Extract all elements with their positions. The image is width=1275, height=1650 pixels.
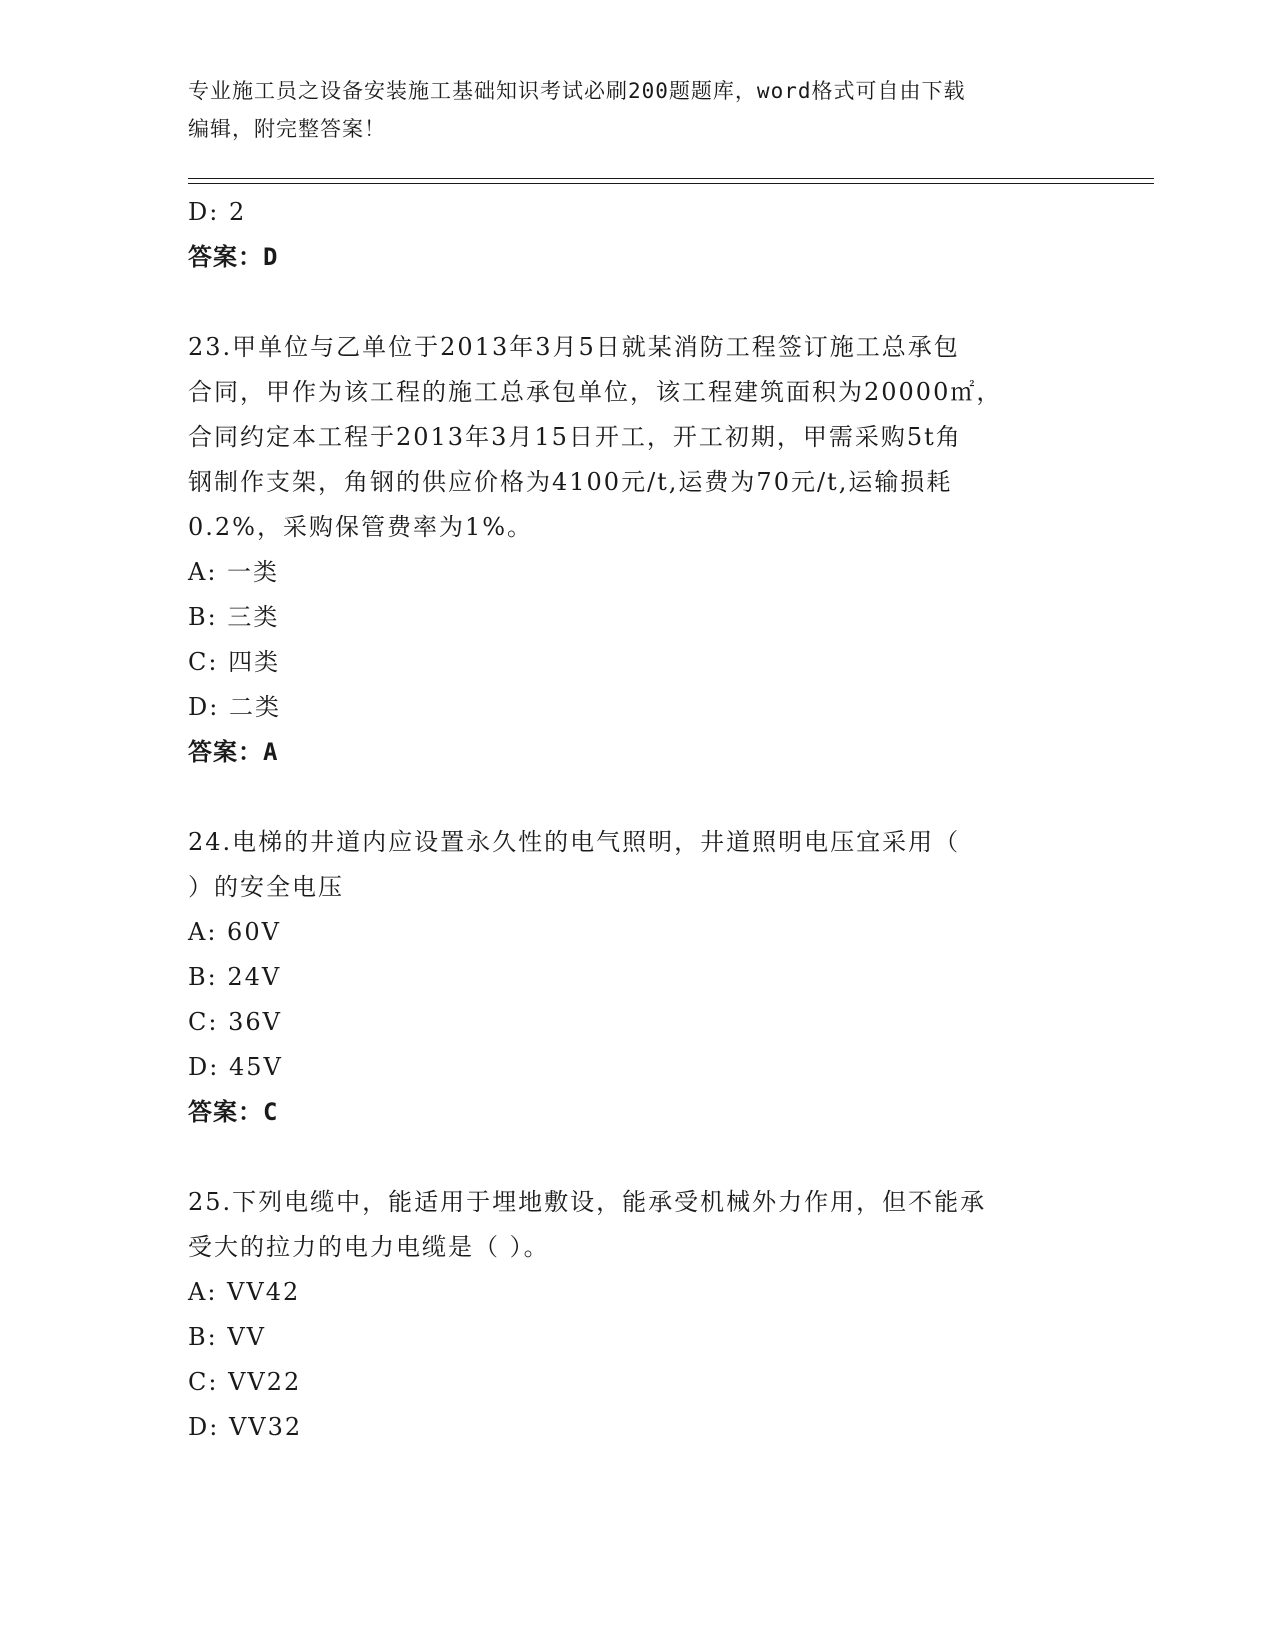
question-line: ）的安全电压 (188, 873, 344, 901)
document-header (188, 72, 1058, 148)
spacer (188, 280, 1088, 325)
question-23 (188, 325, 1088, 775)
option-a: A: 60V (188, 918, 281, 946)
option-d: D: 45V (188, 1053, 283, 1081)
answer-text: 答案：D (188, 243, 279, 271)
spacer (188, 775, 1088, 820)
question-line: 24.电梯的井道内应设置永久性的电气照明，井道照明电压宜采用（ (188, 828, 961, 856)
header-divider-bottom (188, 183, 1154, 184)
option-c: C: 四类 (188, 648, 281, 676)
option-a: A: VV42 (188, 1278, 301, 1306)
option-b: B: 24V (188, 963, 282, 991)
header-divider-top (188, 178, 1154, 179)
question-24 (188, 820, 1088, 1135)
question-line: 0.2%，采购保管费率为1%。 (188, 513, 534, 541)
option-c: C: 36V (188, 1008, 282, 1036)
header-line-1: 专业施工员之设备安装施工基础知识考试必刷200题题库，word格式可自由下载 (188, 79, 966, 103)
question-body (188, 190, 1088, 1450)
answer-text: 答案：A (188, 738, 279, 766)
option-a: A: 一类 (188, 558, 280, 586)
question-line: 25.下列电缆中，能适用于埋地敷设，能承受机械外力作用，但不能承 (188, 1188, 987, 1216)
question-line: 23.甲单位与乙单位于2013年3月5日就某消防工程签订施工总承包 (188, 333, 960, 361)
option-d: D: 2 (188, 198, 247, 226)
header-line-2: 编辑，附完整答案！ (188, 117, 386, 141)
answer-text: 答案：C (188, 1098, 279, 1126)
question-line: 钢制作支架，角钢的供应价格为4100元/t,运费为70元/t,运输损耗 (188, 468, 953, 496)
option-b: B: VV (188, 1323, 267, 1351)
question-25 (188, 1180, 1088, 1450)
spacer (188, 1135, 1088, 1180)
option-d: D: VV32 (188, 1413, 303, 1441)
document-page (188, 72, 1088, 148)
option-b: B: 三类 (188, 603, 280, 631)
question-line: 合同，甲作为该工程的施工总承包单位，该工程建筑面积为20000㎡， (188, 378, 1003, 406)
question-line: 合同约定本工程于2013年3月15日开工，开工初期，甲需采购5t角 (188, 423, 962, 451)
option-d: D: 二类 (188, 693, 281, 721)
question-line: 受大的拉力的电力电缆是（ ）。 (188, 1233, 550, 1261)
option-c: C: VV22 (188, 1368, 302, 1396)
